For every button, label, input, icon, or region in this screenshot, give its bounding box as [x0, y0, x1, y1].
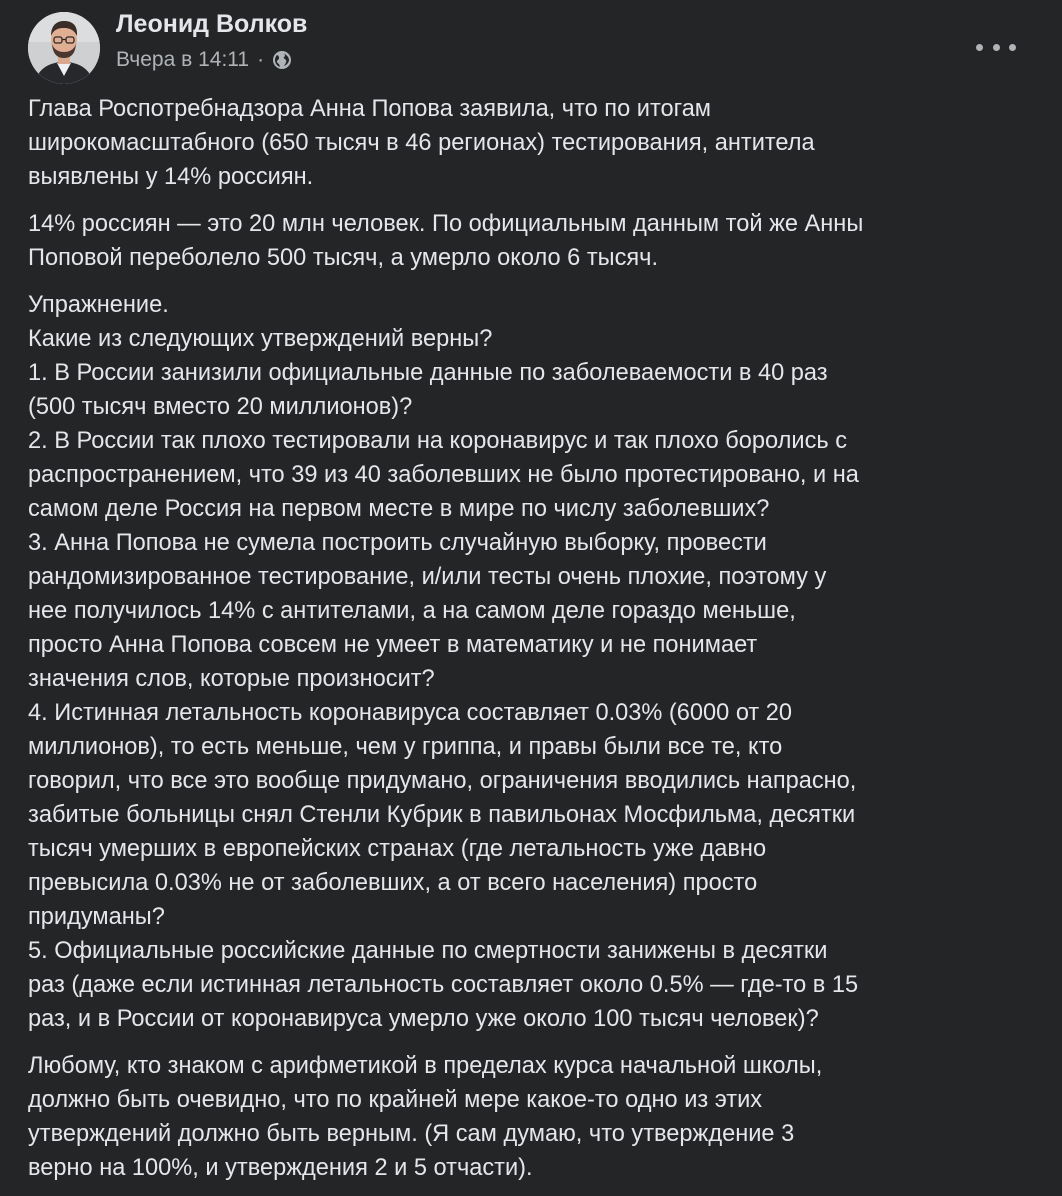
text-line: просто Анна Попова совсем не умеет в математику и не понимает	[28, 632, 758, 658]
text-line: верно на 100%, и утверждения 2 и 5 отчасти).	[28, 1155, 533, 1181]
text-line: раз (даже если истинная летальность составляет около 0.5% — где-то в 15	[28, 972, 859, 998]
more-options-dot	[1009, 44, 1016, 51]
paragraph-4	[28, 1049, 1040, 1185]
post-header	[28, 8, 1038, 88]
text-line: Глава Роспотребнадзора Анна Попова заявила, что по итогам	[28, 96, 712, 122]
text-line: 4. Истинная летальность коронавируса составляет 0.03% (6000 от 20	[28, 700, 793, 726]
text-line: 1. В России занизили официальные данные по заболеваемости в 40 раз	[28, 360, 828, 386]
globe-icon[interactable]	[272, 50, 292, 70]
paragraph-3	[28, 288, 1040, 1036]
text-line: придуманы?	[28, 904, 165, 930]
text-line: 14% россиян — это 20 млн человек. По официальным данным той же Анны	[28, 211, 864, 237]
text-line: рандомизированное тестирование, и/или тесты очень плохие, поэтому у	[28, 564, 827, 590]
text-line: нее получилось 14% с антителами, а на самом деле гораздо меньше,	[28, 598, 796, 624]
text-line: превысила 0.03% не от заболевших, а от всего населения) просто	[28, 870, 758, 896]
more-options-button[interactable]	[976, 32, 1016, 62]
text-line: выявлены у 14% россиян.	[28, 164, 314, 190]
text-line: распространением, что 39 из 40 заболевших не было протестировано, и на	[28, 462, 859, 488]
post-timestamp[interactable]: Вчера в 14:11	[116, 48, 250, 71]
more-options-icon	[976, 44, 983, 51]
text-line: значения слов, которые произносит?	[28, 666, 435, 692]
avatar-photo	[28, 12, 100, 84]
paragraph-2	[28, 207, 1040, 275]
post-meta	[116, 48, 292, 72]
meta-separator: ·	[257, 48, 265, 71]
text-line: (500 тысяч вместо 20 миллионов)?	[28, 394, 413, 420]
text-line: раз, и в России от коронавируса умерло уже около 100 тысяч человек)?	[28, 1006, 819, 1032]
text-line: Какие из следующих утверждений верны?	[28, 326, 493, 352]
text-line: Упражнение.	[28, 292, 169, 318]
text-line: утверждений должно быть верным. (Я сам думаю, что утверждение 3	[28, 1121, 795, 1147]
text-line: забитые больницы снял Стенли Кубрик в павильонах Мосфильма, десятки	[28, 802, 856, 828]
text-line: 3. Анна Попова не сумела построить случайную выборку, провести	[28, 530, 767, 556]
more-options-dot	[993, 44, 1000, 51]
author-name[interactable]: Леонид Волков	[116, 10, 308, 38]
text-line: тысяч умерших в европейских странах (где летальность уже давно	[28, 836, 767, 862]
text-line: самом деле Россия на первом месте в мире по числу заболевших?	[28, 496, 770, 522]
paragraph-1	[28, 92, 1040, 194]
text-line: Поповой переболело 500 тысяч, а умерло около 6 тысяч.	[28, 245, 659, 271]
text-line: миллионов), то есть меньше, чем у гриппа, и правы были все те, кто	[28, 734, 783, 760]
text-line: говорил, что все это вообще придумано, ограничения вводились напрасно,	[28, 768, 857, 794]
post-body	[28, 92, 1040, 1196]
avatar[interactable]	[28, 12, 100, 84]
text-line: 2. В России так плохо тестировали на коронавирус и так плохо боролись с	[28, 428, 848, 454]
text-line: 5. Официальные российские данные по смертности занижены в десятки	[28, 938, 828, 964]
text-line: Любому, кто знаком с арифметикой в пределах курса начальной школы,	[28, 1053, 823, 1079]
text-line: широкомасштабного (650 тысяч в 46 регионах) тестирования, антитела	[28, 130, 815, 156]
text-line: должно быть очевидно, что по крайней мере какое-то одно из этих	[28, 1087, 763, 1113]
